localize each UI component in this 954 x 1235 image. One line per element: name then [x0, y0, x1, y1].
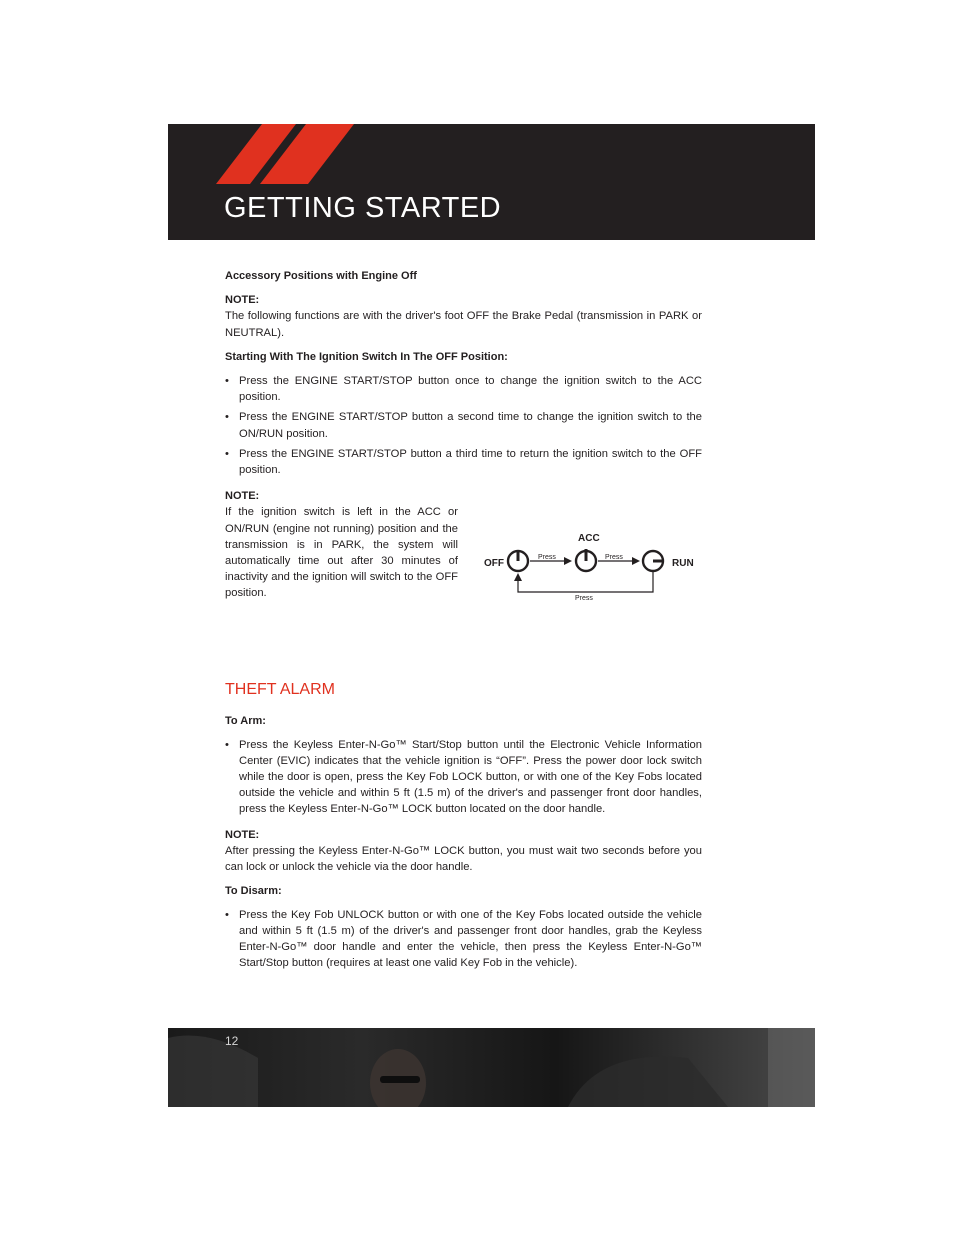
list-item: • Press the ENGINE START/STOP button a second time to change the ignition switch to the ON/RUN position. [225, 409, 702, 441]
starting-heading: Starting With The Ignition Switch In The OFF Position: [225, 350, 508, 363]
note-label: NOTE: [225, 490, 260, 503]
power-icon [576, 549, 596, 571]
note-label: NOTE: [225, 829, 260, 841]
section-header-banner [168, 124, 815, 240]
power-icon [508, 550, 528, 571]
run-label: RUN [672, 558, 694, 569]
power-icon [643, 551, 663, 571]
acc-label: ACC [578, 533, 600, 544]
list-item: • Press the Keyless Enter-N-Go™ Start/Stop button until the Electronic Vehicle Information Center (EVIC) indicates that the vehicle ignition is “OFF”. Press the power door lock switch while the door is open, press the Key Fob LOCK button, or with one of the Key Fobs located outside the vehicle and within 5 ft (1.5 m) of the driver's and passenger front door handles, press the Keyless Enter-N-Go™ LOCK button located on the door handle. [225, 737, 702, 817]
arrow-head-icon [514, 573, 522, 581]
car-interior-photo [168, 1028, 815, 1107]
list-item: • Press the ENGINE START/STOP button a third time to return the ignition switch to the OFF position. [225, 446, 702, 478]
note-text: If the ignition switch is left in the ACC or ON/RUN (engine not running) position and the transmission is in PARK, the system will automatically time out after 30 minutes of inactivity and the ignition will switch to the OFF position. [225, 506, 458, 600]
press-label: Press [538, 554, 556, 561]
section-title: GETTING STARTED [224, 192, 502, 224]
list-item: • Press the ENGINE START/STOP button once to change the ignition switch to the ACC position. [225, 373, 702, 405]
accessory-heading: Accessory Positions with Engine Off [225, 270, 417, 282]
footer-photo-strip [168, 1028, 815, 1107]
note-text: The following functions are with the driver's foot OFF the Brake Pedal (transmission in PARK or NEUTRAL). [225, 310, 702, 339]
page-number: 12 [225, 1034, 239, 1048]
press-label: Press [575, 595, 593, 602]
note-label: NOTE: [225, 294, 260, 307]
arm-steps-list [225, 737, 702, 817]
ignition-diagram [478, 528, 700, 608]
ignition-steps-list [225, 373, 702, 478]
arrow-head-icon [564, 557, 572, 565]
list-item: • Press the Key Fob UNLOCK button or with one of the Key Fobs located outside the vehicle and within 5 ft (1.5 m) of the driver's and passenger front door handles, grab the Keyless Enter-N-Go™ door handle and enter the vehicle, then press the Keyless Enter-N-Go™ Start/Stop button (requires at least one valid Key Fob in the vehicle). [225, 907, 702, 971]
off-label: OFF [484, 558, 504, 569]
disarm-heading: To Disarm: [225, 885, 282, 897]
theft-alarm-title: THEFT ALARM [225, 681, 335, 698]
press-label: Press [605, 554, 623, 561]
arrow-head-icon [632, 557, 640, 565]
theft-alarm-section [225, 713, 702, 981]
disarm-steps-list [225, 907, 702, 971]
return-arrow [518, 572, 653, 592]
arm-heading: To Arm: [225, 715, 266, 727]
note-text: After pressing the Keyless Enter-N-Go™ LOCK button, you must wait two seconds before you can lock or unlock the vehicle via the door handle. [225, 845, 702, 873]
